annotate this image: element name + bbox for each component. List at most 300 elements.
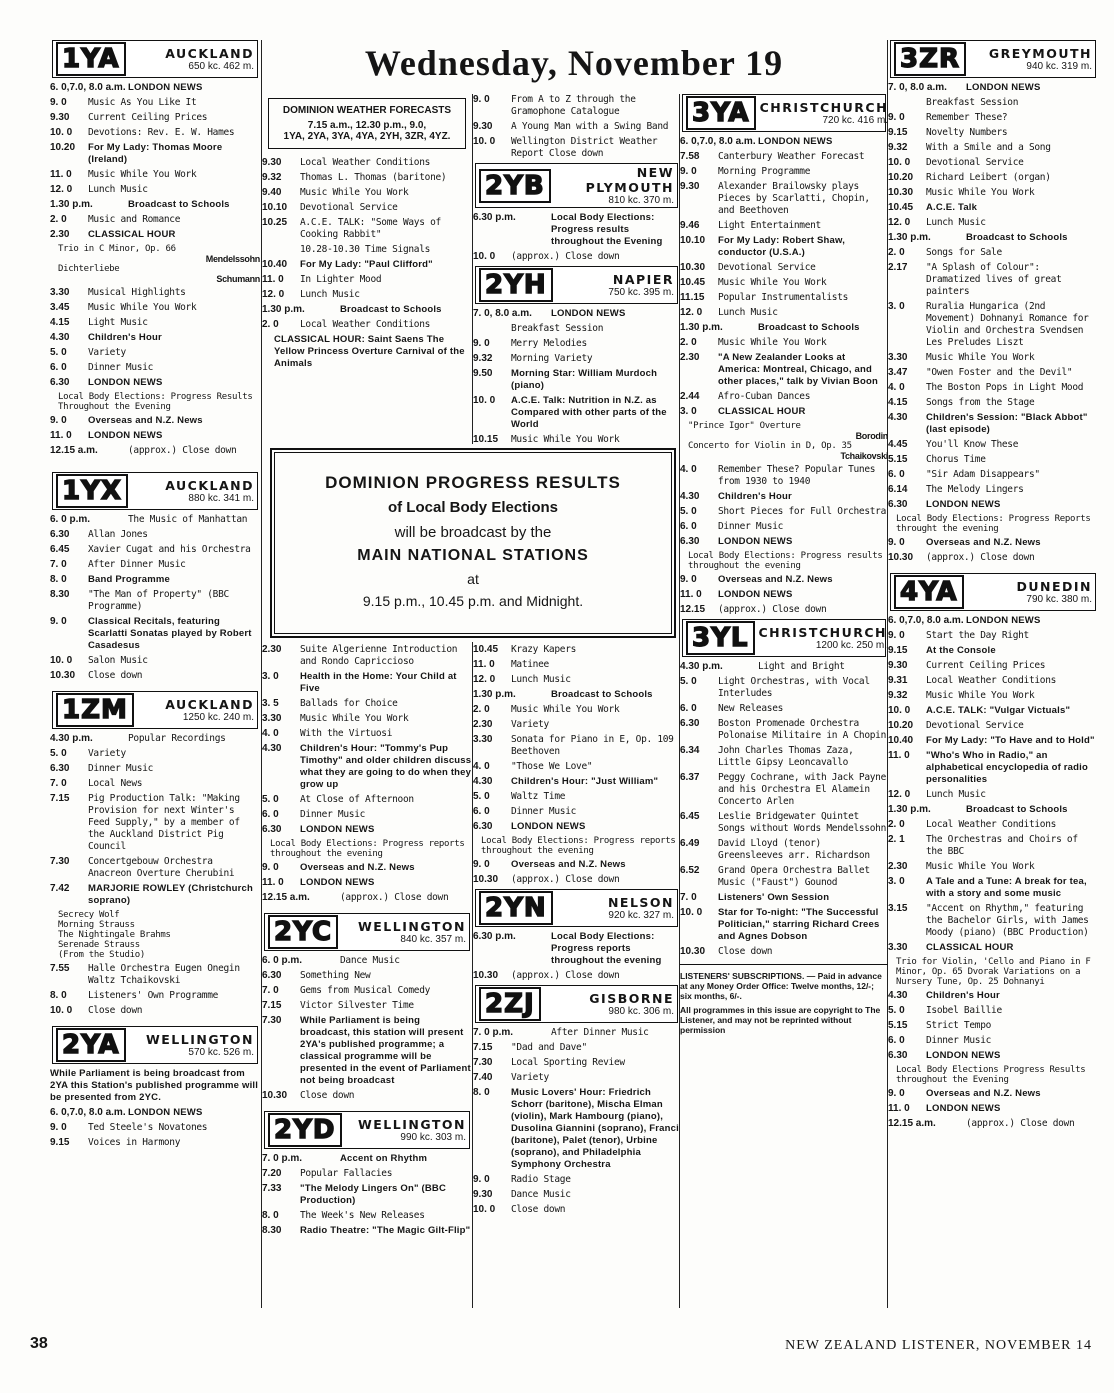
programme-title: Overseas and N.Z. News	[718, 574, 833, 585]
programme-time: 6.30	[680, 536, 700, 547]
programme-time: 9.30	[473, 121, 493, 132]
station-city: AUCKLAND	[165, 478, 254, 493]
programme-title: Short Pieces for Full Orchestra	[718, 506, 887, 517]
programme-time: 11. 0	[473, 659, 495, 670]
programme-entry	[473, 734, 680, 758]
programme-time: 10. 0	[888, 157, 911, 168]
programme-title: Dinner Music	[511, 806, 577, 817]
programme-entry	[262, 794, 472, 806]
programme-title: (approx.) Close down	[511, 874, 620, 885]
programme-entry	[262, 824, 472, 836]
programme-time: 2. 1	[888, 834, 905, 845]
programme-entry	[262, 1168, 472, 1180]
programme-title: At Close of Afternoon	[300, 794, 414, 805]
programme-time: 10.45	[680, 277, 706, 288]
programme-entry	[680, 892, 888, 904]
programme-time	[888, 97, 926, 109]
programme-entry	[888, 1050, 1098, 1062]
programme-entry	[50, 229, 260, 241]
programme-entry	[473, 353, 680, 365]
programme-time: 4.30	[680, 491, 700, 502]
programme-entry	[888, 247, 1098, 259]
programme-title: "A New Zealander Looks at America: Montreal, Chicago, and other places," talk by Vivian Boon	[718, 352, 879, 387]
programme-title: With the Virtuosi	[300, 728, 393, 739]
programme-title: Close down	[511, 1204, 566, 1215]
programme-title: Listeners' Own Programme	[88, 990, 219, 1001]
programme-detail: Trio for Violin, 'Cello and Piano in F Minor, Op. 65 Dvorak Variations on a Nursery Tune, Op. 25 Dohnanyi	[896, 957, 1091, 987]
programme-title: Music Lovers' Hour: Friedrich Schorr (baritone), Mischa Elman (violin), Mark Hambourg (piano), Dusolina Giannini (soprano), Franci (baritone), Palet (tenor), Urbine (soprano), and Philadelphia Symphony Orchestra	[511, 1087, 679, 1170]
programme-title: The Week's New Releases	[300, 1210, 425, 1221]
programme-time: 4.30	[50, 332, 70, 343]
programme-time: 5.15	[888, 454, 908, 465]
programme-time: 5. 0	[262, 794, 279, 805]
programme-time: 4. 0	[680, 464, 697, 475]
election-results-notice	[270, 448, 676, 638]
programme-detail: Local Body Elections: Progress Reports throught the evening	[896, 514, 1091, 534]
programme-time: 2. 0	[888, 819, 905, 830]
station-header-1yx	[52, 472, 258, 510]
programme-title: LONDON NEWS	[926, 1050, 1001, 1061]
programme-entry	[888, 112, 1098, 124]
programme-entry	[473, 338, 680, 350]
station-city: AUCKLAND	[165, 46, 254, 61]
programme-entry	[473, 434, 680, 446]
programme-title: Lunch Music	[926, 789, 986, 800]
programme-entry	[50, 748, 260, 760]
programme-title: Devotions: Rev. E. W. Hames	[88, 127, 235, 138]
programme-time: 6.30	[680, 718, 700, 729]
programme-title: (approx.) Close down	[128, 445, 237, 456]
station-frequency: 810 kc. 370 m.	[608, 195, 674, 206]
programme-time: 2.30	[473, 719, 493, 730]
column-2-lower	[262, 644, 472, 1240]
programme-time: 2.30	[50, 229, 70, 240]
programme-entry	[262, 1090, 472, 1102]
programme-entry	[473, 1087, 680, 1171]
programme-entry	[680, 406, 888, 418]
programme-list	[473, 212, 680, 263]
programme-title: LONDON NEWS	[718, 536, 793, 547]
programme-entry	[262, 157, 472, 169]
programme-time: 3.30	[888, 942, 908, 953]
programme-entry	[888, 157, 1098, 169]
programme-time: 10.45	[888, 202, 914, 213]
programme-title: Gems from Musical Comedy	[300, 985, 431, 996]
programme-list	[50, 963, 260, 1017]
programme-title: LONDON NEWS	[300, 877, 375, 888]
station-frequency: 750 kc. 395 m.	[608, 287, 674, 298]
programme-time: 10.30	[888, 187, 914, 198]
programme-time: 6. 0	[680, 521, 697, 532]
programme-title: Lunch Music	[926, 217, 986, 228]
programme-time: 10.30	[50, 670, 76, 681]
station-header-2zj	[475, 985, 678, 1023]
callsign-logo: 2YB	[479, 169, 551, 203]
programme-time: 11. 0	[888, 750, 910, 761]
programme-entry	[888, 202, 1098, 214]
notice-subheading: of Local Body Elections	[387, 499, 559, 516]
programme-entry	[473, 368, 680, 392]
programme-entry	[473, 761, 680, 773]
programme-title: Children's Hour	[718, 491, 792, 502]
callsign-logo: 2ZJ	[479, 987, 541, 1021]
programme-entry	[888, 1005, 1098, 1017]
programme-entry	[888, 439, 1098, 451]
programme-title: Star for To-night: "The Successful Politician," starring Richard Crees and Agnes Dobson	[718, 907, 880, 942]
programme-time: 6. 0 p.m.	[262, 955, 303, 966]
programme-entry	[888, 367, 1098, 379]
classical-hour-note: CLASSICAL HOUR: Saint Saens The Yellow Princess Overture Carnival of the Animals	[274, 334, 465, 369]
programme-time: 3. 0	[262, 671, 279, 682]
programme-time: 5.15	[888, 1020, 908, 1031]
programme-title: Lunch Music	[718, 307, 778, 318]
station-city: WELLINGTON	[145, 1032, 254, 1047]
programme-time: 9. 0	[50, 97, 67, 108]
programme-list	[473, 94, 680, 160]
programme-time: 6.30	[262, 824, 282, 835]
programme-title: Afro-Cuban Dances	[718, 391, 811, 402]
programme-list	[50, 415, 260, 457]
programme-title: Leslie Bridgewater Quintet Songs without Words Mendelssohn	[718, 811, 887, 834]
column-1	[50, 40, 260, 1152]
programme-entry	[473, 874, 680, 886]
programme-entry	[888, 804, 1098, 816]
column-3	[473, 94, 680, 449]
programme-time: 2. 0	[473, 704, 490, 715]
programme-entry	[50, 430, 260, 442]
subscriptions-notice	[680, 964, 888, 1035]
column-3-lower	[473, 644, 680, 1219]
programme-title: Breakfast Session	[511, 323, 604, 334]
programme-title: Remember These? Popular Tunes from 1930 to 1940	[718, 464, 876, 487]
programme-time: 7. 0	[262, 985, 279, 996]
programme-title: "Owen Foster and the Devil"	[926, 367, 1073, 378]
programme-title: CLASSICAL HOUR	[88, 229, 176, 240]
programme-entry	[888, 720, 1098, 732]
programme-title: Music While You Work	[300, 187, 409, 198]
programme-title: Allan Jones	[88, 529, 148, 540]
station-header-3yl	[682, 619, 886, 657]
programme-entry	[473, 1072, 680, 1084]
programme-entry	[888, 903, 1098, 939]
programme-time: 10.30	[473, 970, 499, 981]
callsign-logo: 3YL	[686, 621, 755, 655]
programme-title: 10.28-10.30 Time Signals	[300, 244, 431, 255]
programme-list	[262, 1153, 472, 1237]
programme-title: CLASSICAL HOUR	[718, 406, 806, 417]
programme-time: 9. 0	[50, 415, 67, 426]
programme-time: 3.45	[50, 302, 70, 313]
programme-time: 9. 0	[473, 94, 490, 105]
programme-time: 6.14	[888, 484, 908, 495]
programme-entry	[50, 112, 260, 124]
programme-title: Health in the Home: Your Child at Five	[300, 671, 457, 694]
programme-title: A.C.E. Talk	[926, 202, 978, 213]
programme-title: "The Melody Lingers On" (BBC Production)	[300, 1183, 447, 1206]
programme-time: 12. 0	[50, 184, 73, 195]
programme-entry	[262, 1210, 472, 1222]
programme-title: Radio Stage	[511, 1174, 571, 1185]
programme-entry	[473, 1204, 680, 1216]
programme-time: 5. 0	[473, 791, 490, 802]
programme-time: 10.20	[888, 172, 914, 183]
programme-title: For My Lady: "Paul Clifford"	[300, 259, 433, 270]
station-header-2yb	[475, 163, 678, 208]
programme-entry	[50, 214, 260, 226]
programme-time: 6.30	[50, 763, 70, 774]
programme-entry	[50, 655, 260, 667]
programme-title: Variety	[511, 719, 549, 730]
programme-time: 6.30 p.m.	[473, 212, 516, 223]
programme-time: 9.15	[888, 127, 908, 138]
programme-time: 4.30 p.m.	[50, 733, 93, 744]
programme-title: Strict Tempo	[926, 1020, 992, 1031]
programme-list	[680, 661, 888, 958]
station-frequency: 920 kc. 327 m.	[608, 910, 674, 921]
programme-entry	[262, 172, 472, 184]
programme-time: 6.45	[50, 544, 70, 555]
programme-time: 7.40	[473, 1072, 493, 1083]
programme-title: Light Entertainment	[718, 220, 821, 231]
programme-entry	[473, 212, 680, 248]
programme-time: 4.45	[888, 439, 908, 450]
programme-entry	[473, 308, 680, 320]
programme-time: 9.32	[888, 142, 908, 153]
programme-entry	[680, 772, 888, 808]
programme-entry	[680, 506, 888, 518]
programme-title: Ted Steele's Novatones	[88, 1122, 208, 1133]
programme-title: Ballads for Choice	[300, 698, 398, 709]
programme-title: Music While You Work	[926, 861, 1035, 872]
programme-entry	[473, 1042, 680, 1054]
weather-times: 7.15 a.m., 12.30 p.m., 9.0,	[307, 120, 427, 131]
notice-text: at	[467, 571, 479, 587]
programme-title: LONDON NEWS	[966, 82, 1041, 93]
programme-entry	[50, 332, 260, 344]
weather-stations: 1YA, 2YA, 3YA, 4YA, 2YH, 3ZR, 4YZ.	[283, 131, 451, 142]
callsign-logo: 2YC	[268, 915, 338, 949]
programme-entry	[262, 728, 472, 740]
programme-time: 6. 0,7.0, 8.0 a.m.	[888, 615, 964, 626]
programme-title: Morning Programme	[718, 166, 811, 177]
programme-time: 10. 0	[473, 395, 496, 406]
programme-title: Music While You Work	[718, 277, 827, 288]
programme-entry	[50, 302, 260, 314]
programme-entry	[50, 778, 260, 790]
programme-title: Broadcast to Schools	[966, 804, 1068, 815]
programme-time: 6.30	[888, 1050, 908, 1061]
programme-time: 5. 0	[50, 748, 67, 759]
station-header-1ya	[52, 40, 258, 78]
programme-title: Something New	[300, 970, 371, 981]
programme-time: 9.40	[262, 187, 282, 198]
programme-title: Broadcast to Schools	[340, 304, 442, 315]
programme-entry	[888, 942, 1098, 954]
programme-title: Dinner Music	[300, 809, 366, 820]
programme-time: 6.30	[50, 529, 70, 540]
programme-time: 2.44	[680, 391, 700, 402]
programme-time: 6. 0	[680, 703, 697, 714]
programme-entry	[262, 1225, 472, 1237]
programme-title: Isobel Baillie	[926, 1005, 1002, 1016]
programme-list	[50, 514, 260, 682]
programme-time: 6.30	[888, 499, 908, 510]
programme-title: "Who's Who in Radio," an alphabetical encyclopedia of radio personalities	[926, 750, 1089, 785]
programme-entry	[680, 946, 888, 958]
station-city: GREYMOUTH	[988, 46, 1092, 61]
programme-time: 10.45	[473, 644, 499, 655]
programme-title: A Young Man with a Swing Band	[511, 121, 669, 132]
programme-entry	[888, 1103, 1098, 1115]
programme-time: 1.30 p.m.	[50, 199, 93, 210]
programme-time: 6.37	[680, 772, 700, 783]
callsign-logo: 2YD	[268, 1113, 342, 1147]
programme-entry	[888, 615, 1098, 627]
programme-title: After Dinner Music	[551, 1027, 649, 1038]
programme-time: 7. 0, 8.0 a.m.	[473, 308, 532, 319]
programme-list	[888, 990, 1098, 1062]
programme-entry	[50, 142, 260, 166]
programme-title: Ruralia Hungarica (2nd Movement) Dohnanyi Romance for Violin and Orchestra Svendsen Les Preludes Liszt	[926, 301, 1089, 348]
programme-title: "Sir Adam Disappears"	[926, 469, 1040, 480]
programme-list	[888, 82, 1098, 511]
programme-title: Devotional Service	[300, 202, 398, 213]
programme-title: You'll Know These	[926, 439, 1019, 450]
programme-title: Accent on Rhythm	[340, 1153, 428, 1164]
programme-time: 4.15	[888, 397, 908, 408]
programme-time: 7. 0	[680, 892, 697, 903]
programme-title: Listeners' Own Session	[718, 892, 830, 903]
callsign-logo: 1YA	[56, 42, 126, 76]
programme-title: Krazy Kapers	[511, 644, 577, 655]
station-frequency: 650 kc. 462 m.	[188, 61, 254, 72]
programme-time: 7.15	[262, 1000, 282, 1011]
programme-time: 9. 0	[262, 862, 279, 873]
programme-entry	[262, 644, 472, 668]
station-city: WELLINGTON	[357, 1117, 466, 1132]
programme-title: In Lighter Mood	[300, 274, 382, 285]
programme-time: 9. 0	[888, 1088, 905, 1099]
copyright-notice: All programmes in this issue are copyright to The Listener, and may not be reprinted without permission	[680, 1005, 881, 1035]
programme-list	[262, 157, 472, 331]
programme-time: 10.10	[262, 202, 288, 213]
programme-title: Local Weather Conditions	[926, 819, 1057, 830]
programme-entry	[262, 1153, 472, 1165]
station-frequency: 720 kc. 416 m.	[822, 115, 889, 126]
programme-entry	[262, 319, 472, 331]
programme-time: 6. 0,7.0, 8.0 a.m.	[680, 136, 756, 147]
programme-entry	[473, 94, 680, 118]
programme-title: Overseas and N.Z. News	[300, 862, 415, 873]
programme-time: 9.46	[680, 220, 700, 231]
programme-time: 10. 0	[50, 127, 73, 138]
programme-entry	[888, 750, 1098, 786]
programme-time: 12.15 a.m.	[888, 1118, 936, 1129]
programme-time: 2. 0	[262, 319, 279, 330]
programme-time: 7.15	[473, 1042, 493, 1053]
station-header-1zm	[52, 691, 258, 729]
programme-time: 9.50	[473, 368, 493, 379]
programme-entry	[262, 259, 472, 271]
programme-time: 10.30	[473, 874, 499, 885]
programme-list	[262, 955, 472, 1102]
programme-entry	[888, 469, 1098, 481]
programme-detail: Secrecy Wolf Morning Strauss The Nightingale Brahms Serenade Strauss (From the Studio)	[58, 910, 171, 960]
programme-entry	[888, 861, 1098, 873]
programme-entry	[473, 791, 680, 803]
programme-time: 12.15 a.m.	[262, 892, 310, 903]
programme-detail: Local Body Elections Progress Results throughout the Evening	[896, 1065, 1086, 1085]
station-city: NELSON	[607, 895, 674, 910]
programme-title: David Lloyd (tenor) Greensleeves arr. Richardson	[718, 838, 870, 861]
programme-entry	[50, 362, 260, 374]
programme-title: With a Smile and a Song	[926, 142, 1051, 153]
programme-title: The Boston Pops in Light Mood	[926, 382, 1084, 393]
station-city: DUNEDIN	[1016, 579, 1092, 594]
programme-time	[473, 323, 511, 335]
programme-entry	[50, 733, 260, 745]
programme-time: 6. 0	[262, 809, 279, 820]
programme-time: 1.30 p.m.	[473, 689, 516, 700]
programme-time: 8. 0	[473, 1087, 490, 1098]
programme-title: LONDON NEWS	[128, 82, 203, 93]
programme-entry	[473, 1174, 680, 1186]
programme-time: 2.17	[888, 262, 908, 273]
programme-list	[50, 82, 260, 241]
programme-title: Close down	[300, 1090, 355, 1101]
callsign-logo: 1YX	[56, 474, 128, 508]
programme-time: 3.30	[50, 287, 70, 298]
programme-time: 10.40	[888, 735, 914, 746]
programme-time: 9.31	[888, 675, 908, 686]
programme-list	[262, 862, 472, 904]
programme-title: Music While You Work	[88, 302, 197, 313]
programme-list	[473, 859, 680, 886]
programme-entry	[888, 789, 1098, 801]
programme-time: 8. 0	[50, 574, 67, 585]
programme-title: Breakfast Session	[926, 97, 1019, 108]
programme-title: Music While You Work	[926, 187, 1035, 198]
programme-title: (approx.) Close down	[718, 604, 827, 615]
programme-time: 10.30	[262, 1090, 288, 1101]
programme-entry	[680, 292, 888, 304]
programme-detail: Trio in C Minor, Op. 66 Mendelssohn Dichterliebe Schumann	[58, 244, 260, 284]
programme-entry	[50, 377, 260, 389]
programme-title: LONDON NEWS	[88, 430, 163, 441]
programme-entry	[262, 274, 472, 286]
programme-time: 9. 0	[473, 859, 490, 870]
programme-entry	[888, 834, 1098, 858]
programme-title: Halle Orchestra Eugen Onegin Waltz Tchaikovski	[88, 963, 240, 986]
programme-entry	[473, 251, 680, 263]
programme-time: 5. 0	[50, 347, 67, 358]
programme-time: 12. 0	[888, 789, 911, 800]
station-city: WELLINGTON	[357, 919, 466, 934]
station-frequency: 940 kc. 319 m.	[1026, 61, 1092, 72]
programme-list	[680, 574, 888, 616]
programme-time: 9.30	[50, 112, 70, 123]
programme-time: 10. 0	[50, 655, 73, 666]
programme-list	[888, 615, 1098, 954]
programme-title: Devotional Service	[926, 157, 1024, 168]
programme-title: Lunch Music	[88, 184, 148, 195]
programme-title: LONDON NEWS	[300, 824, 375, 835]
programme-entry	[888, 172, 1098, 184]
programme-entry	[50, 199, 260, 211]
programme-detail: Local Body Elections: Progress Results Throughout the Evening	[58, 392, 253, 412]
programme-title: Novelty Numbers	[926, 127, 1008, 138]
programme-entry	[50, 317, 260, 329]
